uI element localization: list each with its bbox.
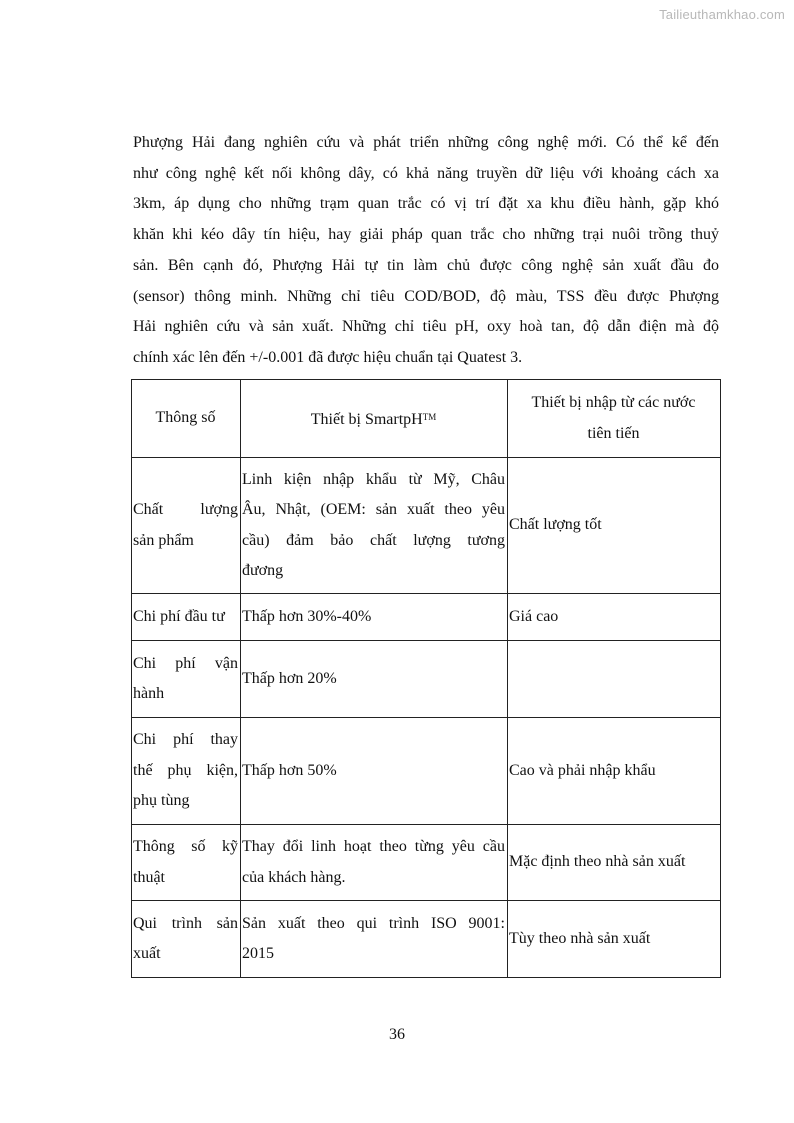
cell-text: Chất lượng tốt	[509, 516, 602, 534]
cell-text: Chất lượng	[133, 501, 238, 518]
cell-param	[132, 901, 241, 978]
comparison-table	[131, 379, 721, 978]
cell-param	[132, 458, 241, 594]
cell-text: Chi phí đầu tư	[133, 607, 225, 625]
cell-imported	[508, 594, 721, 641]
table-row	[132, 641, 721, 718]
cell-text: cầu) đảm bảo chất lượng tương	[242, 531, 505, 549]
cell-text: thế phụ kiện,	[133, 761, 238, 779]
header-smartph-label: Thiết bị SmartpH	[310, 410, 423, 428]
cell-param	[132, 718, 241, 825]
cell-text: Âu, Nhật, (OEM: sản xuất theo yêu	[242, 501, 505, 518]
table-row	[132, 718, 721, 825]
cell-text: 2015	[242, 945, 274, 962]
cell-imported	[508, 718, 721, 825]
page-number: 36	[389, 1026, 405, 1043]
cell-text: đương	[242, 562, 284, 579]
header-imported	[508, 380, 721, 458]
table-row	[132, 594, 721, 641]
cell-text: thuật	[133, 868, 165, 886]
header-param-label: Thông số	[155, 409, 216, 427]
paragraph-line: như công nghệ kết nối không dây, có khả năng truyền dữ liệu với khoảng cách xa	[133, 164, 719, 182]
cell-text: xuất	[133, 945, 161, 962]
cell-smartph	[241, 458, 508, 594]
cell-imported	[508, 825, 721, 901]
cell-text: của khách hàng.	[242, 868, 346, 886]
table-row	[132, 901, 721, 978]
trademark-mark: TM	[422, 411, 437, 422]
body-paragraph	[133, 128, 719, 374]
cell-smartph	[241, 901, 508, 978]
table-row	[132, 458, 721, 594]
paragraph-line: chính xác lên đến +/-0.001 đã được hiệu chuẩn tại Quatest 3.	[133, 348, 523, 366]
header-imported-label: Thiết bị nhập từ các nước	[531, 394, 696, 411]
paragraph-line: sản. Bên cạnh đó, Phượng Hải tự tin làm chủ được công nghệ sản xuất đầu đo	[133, 256, 719, 274]
cell-param	[132, 641, 241, 718]
cell-text: Giá cao	[509, 607, 559, 625]
cell-param	[132, 594, 241, 641]
cell-param	[132, 825, 241, 901]
cell-text: Cao và phải nhập khẩu	[509, 761, 656, 779]
cell-text: Linh kiện nhập khẩu từ Mỹ, Châu	[242, 470, 505, 488]
table-row	[132, 825, 721, 901]
cell-text: Tùy theo nhà sản xuất	[509, 929, 651, 947]
cell-text: hành	[133, 685, 165, 702]
paragraph-line: Phượng Hải đang nghiên cứu và phát triển những công nghệ mới. Có thể kể đến	[133, 134, 719, 151]
table-header-row	[132, 380, 721, 458]
cell-text: Thấp hơn 20%	[242, 669, 337, 687]
cell-smartph	[241, 825, 508, 901]
cell-imported	[508, 458, 721, 594]
cell-imported	[508, 901, 721, 978]
header-imported-label: tiên tiến	[587, 424, 640, 442]
cell-text: Thay đổi linh hoạt theo từng yêu cầu	[242, 838, 505, 855]
cell-text: Sản xuất theo qui trình ISO 9001:	[242, 914, 505, 932]
cell-smartph	[241, 641, 508, 718]
cell-text: phụ tùng	[133, 792, 190, 810]
cell-text: Chi phí thay	[133, 731, 238, 749]
cell-text: Mặc định theo nhà sản xuất	[509, 853, 686, 871]
paragraph-line: 3km, áp dụng cho những trạm quan trắc có vị trí đặt xa khu điều hành, gặp khó	[133, 195, 719, 213]
header-smartph	[241, 380, 508, 458]
cell-text: Thấp hơn 30%-40%	[242, 607, 372, 625]
cell-text: Chi phí vận	[133, 654, 238, 672]
header-param	[132, 380, 241, 458]
cell-smartph	[241, 718, 508, 825]
cell-text: Thấp hơn 50%	[242, 761, 337, 779]
cell-imported	[508, 641, 721, 718]
paragraph-line: Hải nghiên cứu và sản xuất. Những chỉ tiêu pH, oxy hoà tan, độ dẫn điện mà độ	[133, 318, 719, 336]
watermark: Tailieuthamkhao.com	[659, 7, 785, 22]
cell-text: sản phẩm	[133, 531, 194, 549]
cell-smartph	[241, 594, 508, 641]
cell-text: Thông số kỹ	[133, 838, 238, 855]
paragraph-line: khăn khi kéo dây tín hiệu, hay giải pháp quan trắc cho những trại nuôi trồng thuỷ	[133, 226, 719, 244]
cell-text: Qui trình sản	[133, 914, 238, 932]
paragraph-line: (sensor) thông minh. Những chỉ tiêu COD/BOD, độ màu, TSS đều được Phượng	[133, 287, 719, 305]
